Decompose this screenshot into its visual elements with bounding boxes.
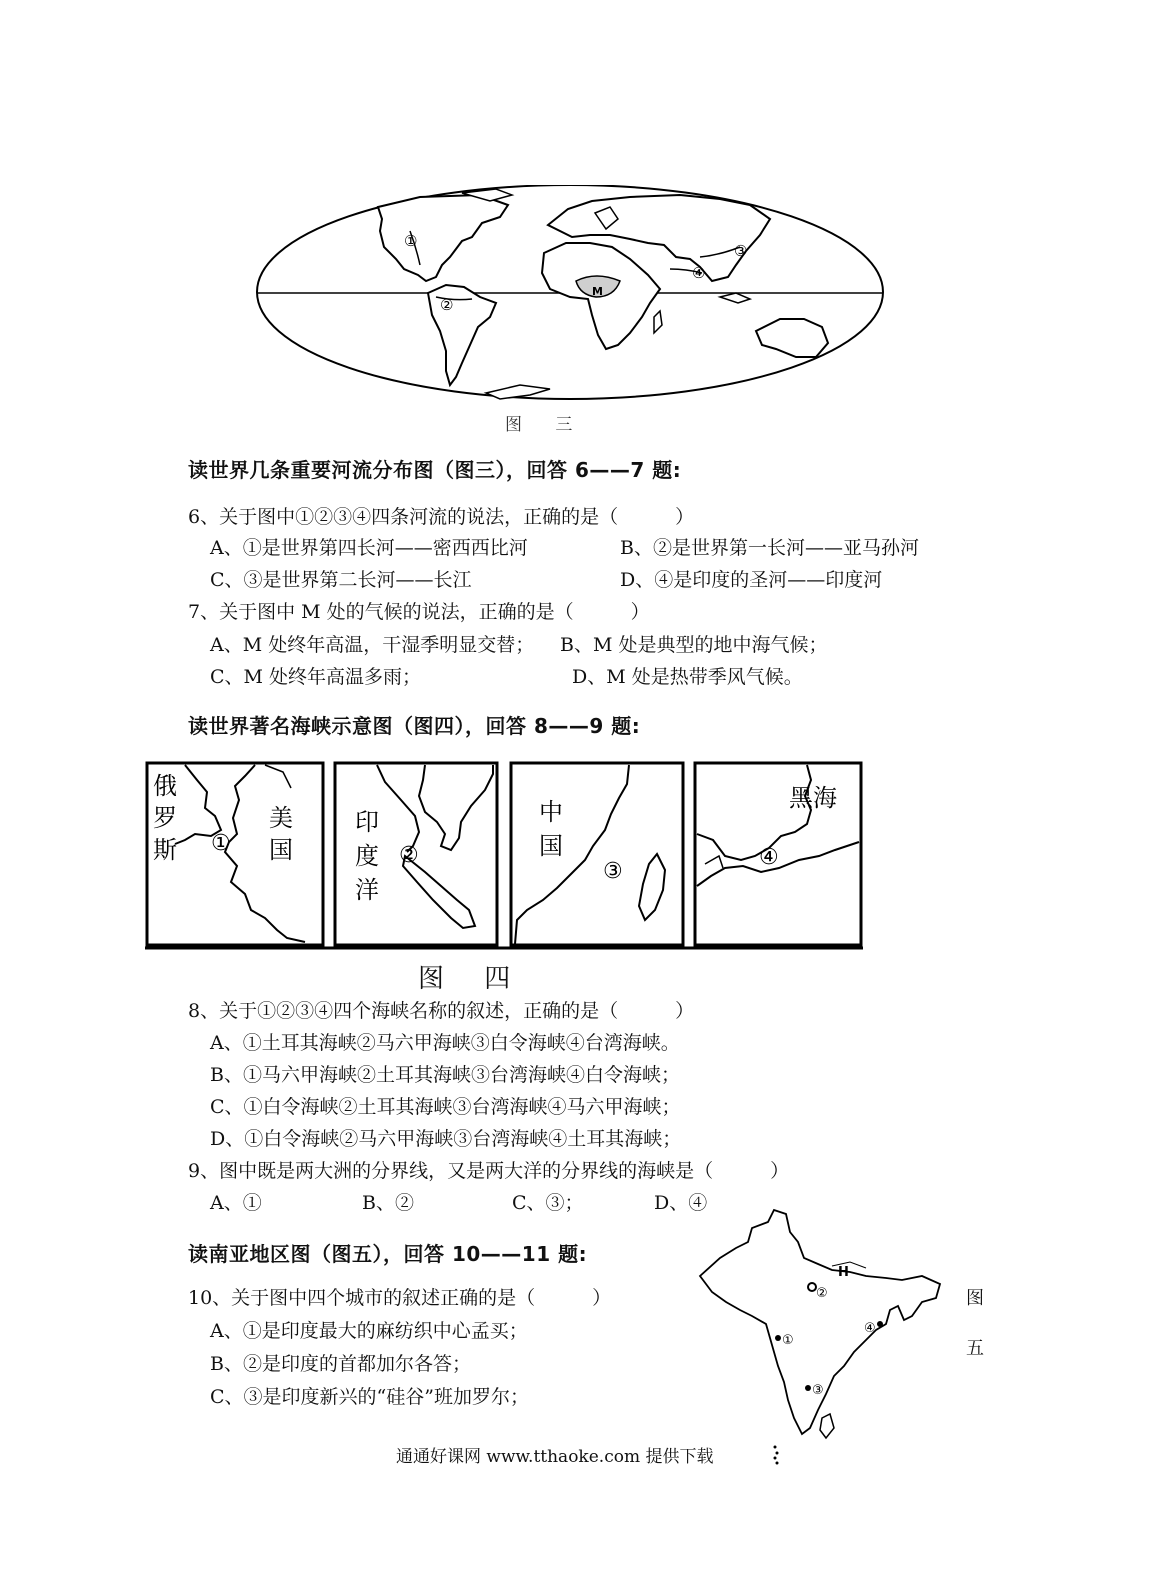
panel-3-china-char-2: 国	[539, 832, 563, 860]
region-m-mark: M	[592, 285, 603, 298]
page-footer: 通通好课网 www.tthaoke.com 提供下载	[396, 1447, 714, 1467]
question-10-stem: 10、关于图中四个城市的叙述正确的是（ ）	[188, 1287, 612, 1309]
river-1-mark: ①	[404, 232, 418, 250]
world-river-map	[250, 185, 890, 415]
south-asia-map	[690, 1206, 950, 1446]
q9-option-c: C、③；	[512, 1192, 584, 1214]
panel-1-russia-char-3: 斯	[153, 836, 177, 864]
strait-4-mark: ④	[759, 845, 779, 870]
panel-3-china-char-1: 中	[539, 798, 563, 826]
footer-dots	[770, 1444, 782, 1466]
panel-1-russia-char-1: 俄	[153, 772, 177, 800]
q10-option-c: C、③是印度新兴的“硅谷”班加罗尔；	[210, 1386, 529, 1408]
q10-option-b: B、②是印度的首都加尔各答；	[210, 1353, 471, 1375]
strait-1-mark: ①	[211, 831, 231, 856]
straits-figure	[145, 760, 865, 956]
city-3-mark: ③	[812, 1383, 824, 1398]
q10-option-a: A、①是印度最大的麻纺织中心孟买；	[210, 1320, 528, 1342]
q8-option-d: D、①白令海峡②马六甲海峡③台湾海峡④土耳其海峡；	[210, 1128, 682, 1150]
strait-3-mark: ③	[603, 859, 623, 884]
q7-option-c: C、M 处终年高温多雨；	[210, 666, 422, 688]
region-h-mark: H	[838, 1265, 849, 1280]
q7-option-b: B、M 处是典型的地中海气候；	[560, 634, 828, 656]
figure-3-caption: 图 三	[505, 415, 587, 435]
river-2-mark: ②	[440, 296, 454, 314]
q9-option-a: A、①	[210, 1192, 262, 1214]
q7-option-a: A、M 处终年高温，干湿季明显交替；	[210, 634, 535, 656]
q6-option-c: C、③是世界第二长河——长江	[210, 569, 472, 591]
city-4-mark: ④	[864, 1321, 876, 1336]
q6-option-d: D、④是印度的圣河——印度河	[620, 569, 883, 591]
figure-5-caption-bottom: 五	[966, 1338, 984, 1359]
panel-2-ocean-char-3: 洋	[355, 876, 379, 904]
q7-option-d: D、M 处是热带季风气候。	[572, 666, 803, 688]
question-7-stem: 7、关于图中 M 处的气候的说法，正确的是（ ）	[188, 601, 650, 623]
question-6-stem: 6、关于图中①②③④四条河流的说法，正确的是（ ）	[188, 506, 695, 528]
q8-option-c: C、①白令海峡②土耳其海峡③台湾海峡④马六甲海峡；	[210, 1096, 681, 1118]
panel-2-ocean-char-2: 度	[355, 842, 379, 870]
panel-2-ocean-char-1: 印	[355, 808, 379, 836]
city-1-mark: ①	[782, 1333, 794, 1348]
q9-option-d: D、④	[654, 1192, 708, 1214]
section-1-heading: 读世界几条重要河流分布图（图三），回答 6——7 题:	[188, 458, 682, 482]
section-3-heading: 读南亚地区图（图五），回答 10——11 题:	[188, 1242, 588, 1266]
q8-option-a: A、①土耳其海峡②马六甲海峡③白令海峡④台湾海峡。	[210, 1032, 680, 1054]
panel-1-usa-char-2: 国	[269, 836, 293, 864]
figure-5-caption-top: 图	[966, 1288, 984, 1309]
river-4-mark: ④	[692, 264, 706, 282]
section-2-heading: 读世界著名海峡示意图（图四），回答 8——9 题:	[188, 714, 641, 738]
panel-1-russia-char-2: 罗	[153, 804, 177, 832]
q9-option-b: B、②	[362, 1192, 414, 1214]
q8-option-b: B、①马六甲海峡②土耳其海峡③台湾海峡④白令海峡；	[210, 1064, 680, 1086]
question-8-stem: 8、关于①②③④四个海峡名称的叙述，正确的是（ ）	[188, 1000, 695, 1022]
figure-4-caption: 图 四	[418, 964, 527, 994]
strait-2-mark: ②	[399, 843, 419, 868]
panel-1-usa-char-1: 美	[269, 804, 293, 832]
q6-option-a: A、①是世界第四长河——密西西比河	[210, 537, 528, 559]
city-2-mark: ②	[816, 1286, 828, 1301]
question-9-stem: 9、图中既是两大洲的分界线，又是两大洋的分界线的海峡是（ ）	[188, 1160, 790, 1182]
q6-option-b: B、②是世界第一长河——亚马孙河	[620, 537, 919, 559]
panel-4-black-sea-label: 黑海	[789, 784, 837, 812]
river-3-mark: ③	[734, 242, 748, 260]
